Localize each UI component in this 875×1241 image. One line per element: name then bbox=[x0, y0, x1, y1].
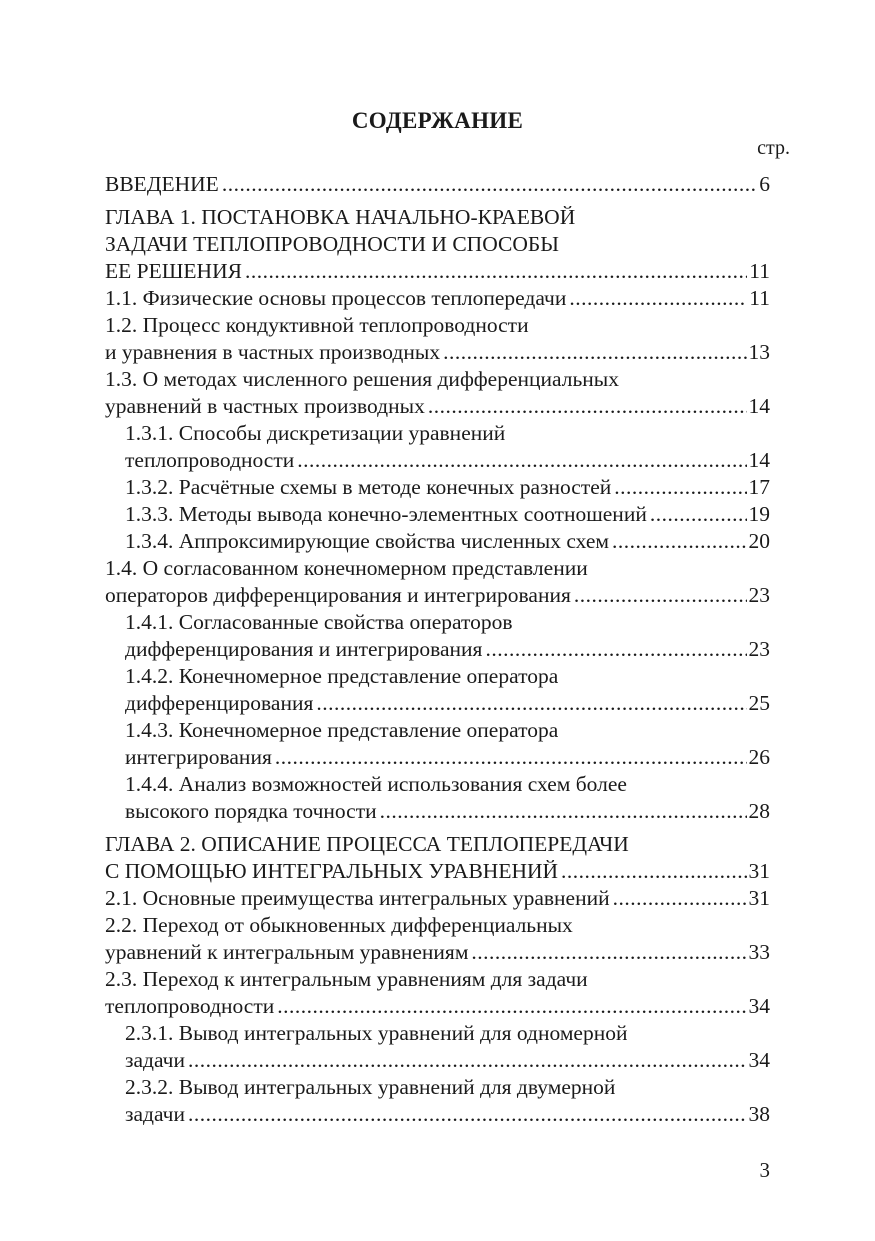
toc-page-number: 19 bbox=[748, 502, 770, 526]
toc-entry bbox=[105, 609, 770, 636]
toc-entry bbox=[105, 231, 770, 258]
toc-entry[interactable] bbox=[105, 744, 770, 771]
toc-entry[interactable] bbox=[105, 798, 770, 825]
toc-entry-text: теплопроводности bbox=[125, 448, 295, 472]
toc-entry[interactable] bbox=[105, 885, 770, 912]
toc-page-number: 34 bbox=[748, 994, 770, 1018]
toc-entry bbox=[105, 420, 770, 447]
toc-page-number: 31 bbox=[748, 859, 770, 883]
toc-entry-text: С ПОМОЩЬЮ ИНТЕГРАЛЬНЫХ УРАВНЕНИЙ bbox=[105, 859, 559, 883]
toc-entry[interactable] bbox=[105, 939, 770, 966]
leader-dots bbox=[188, 1101, 747, 1128]
toc-entry[interactable] bbox=[105, 501, 770, 528]
toc-entry[interactable] bbox=[105, 1101, 770, 1128]
toc-entry bbox=[105, 717, 770, 744]
toc-page-number: 11 bbox=[749, 259, 770, 283]
toc-entry[interactable] bbox=[105, 1047, 770, 1074]
toc-entry-text: дифференцирования и интегрирования bbox=[125, 637, 483, 661]
toc-page-number: 23 bbox=[748, 583, 770, 607]
toc-entry-text: ЕЕ РЕШЕНИЯ bbox=[105, 259, 242, 283]
leader-dots bbox=[569, 285, 747, 312]
toc-entry-text: и уравнения в частных производных bbox=[105, 340, 441, 364]
leader-dots bbox=[443, 339, 746, 366]
toc-entry[interactable] bbox=[105, 447, 770, 474]
toc-page-number: 13 bbox=[748, 340, 770, 364]
toc-entry-text: 1.3.1. Способы дискретизации уравнений bbox=[125, 421, 506, 445]
toc-entry-text: интегрирования bbox=[125, 745, 272, 769]
toc-entry-text: 2.1. Основные преимущества интегральных уравнений bbox=[105, 886, 610, 910]
toc-page-number: 20 bbox=[748, 529, 770, 553]
toc-entry[interactable] bbox=[105, 858, 770, 885]
toc-page-number: 6 bbox=[759, 172, 770, 196]
leader-dots bbox=[316, 690, 746, 717]
leader-dots bbox=[614, 474, 746, 501]
toc-entry-text: уравнений к интегральным уравнениям bbox=[105, 940, 469, 964]
toc-page-number: 33 bbox=[748, 940, 770, 964]
toc-entry-text: 1.3.3. Методы вывода конечно-элементных соотношений bbox=[125, 502, 647, 526]
toc-entry bbox=[105, 771, 770, 798]
toc-entry-text: высокого порядка точности bbox=[125, 799, 377, 823]
toc-entry-text: 2.3.1. Вывод интегральных уравнений для одномерной bbox=[125, 1021, 628, 1045]
toc-page-number: 31 bbox=[748, 886, 770, 910]
toc-entry-text: 1.4.2. Конечномерное представление оператора bbox=[125, 664, 559, 688]
toc-page-number: 23 bbox=[748, 637, 770, 661]
toc-entry-text: 2.2. Переход от обыкновенных дифференциальных bbox=[105, 913, 573, 937]
leader-dots bbox=[297, 447, 746, 474]
leader-dots bbox=[561, 858, 746, 885]
toc-entry bbox=[105, 204, 770, 231]
toc-page-number: 26 bbox=[748, 745, 770, 769]
toc-page-number: 34 bbox=[748, 1048, 770, 1072]
toc-entry[interactable] bbox=[105, 582, 770, 609]
toc-entry[interactable] bbox=[105, 339, 770, 366]
toc-entry-text: дифференцирования bbox=[125, 691, 314, 715]
toc-entry-text: операторов дифференцирования и интегрирования bbox=[105, 583, 571, 607]
leader-dots bbox=[613, 885, 747, 912]
toc-entry bbox=[105, 912, 770, 939]
toc-entry bbox=[105, 366, 770, 393]
toc-page-number: 38 bbox=[748, 1102, 770, 1126]
leader-dots bbox=[428, 393, 747, 420]
toc-entry-text: ГЛАВА 2. ОПИСАНИЕ ПРОЦЕССА ТЕПЛОПЕРЕДАЧИ bbox=[105, 832, 629, 856]
toc-entry-text: 1.3. О методах численного решения дифференциальных bbox=[105, 367, 619, 391]
toc-entry-text: 2.3. Переход к интегральным уравнениям для задачи bbox=[105, 967, 588, 991]
leader-dots bbox=[485, 636, 746, 663]
toc-entry[interactable] bbox=[105, 285, 770, 312]
leader-dots bbox=[650, 501, 747, 528]
toc-page-number: 28 bbox=[748, 799, 770, 823]
toc-entry-text: 1.4.3. Конечномерное представление оператора bbox=[125, 718, 559, 742]
toc-entry[interactable] bbox=[105, 258, 770, 285]
toc-entry-text: 2.3.2. Вывод интегральных уравнений для двумерной bbox=[125, 1075, 616, 1099]
toc-entry[interactable] bbox=[105, 993, 770, 1020]
toc-entry bbox=[105, 966, 770, 993]
leader-dots bbox=[188, 1047, 747, 1074]
toc-entry-text: задачи bbox=[125, 1102, 185, 1126]
leader-dots bbox=[222, 171, 757, 198]
leader-dots bbox=[277, 993, 746, 1020]
toc-entry bbox=[105, 312, 770, 339]
toc-entry[interactable] bbox=[105, 528, 770, 555]
toc-entry-text: 1.1. Физические основы процессов теплопередачи bbox=[105, 286, 567, 310]
toc-entry bbox=[105, 1020, 770, 1047]
toc-entry[interactable] bbox=[105, 171, 770, 198]
leader-dots bbox=[471, 939, 746, 966]
toc-entry[interactable] bbox=[105, 393, 770, 420]
toc-entry-text: ЗАДАЧИ ТЕПЛОПРОВОДНОСТИ И СПОСОБЫ bbox=[105, 232, 559, 256]
toc-entry bbox=[105, 1074, 770, 1101]
page-number: 3 bbox=[759, 1158, 770, 1182]
leader-dots bbox=[380, 798, 747, 825]
toc-entry-text: 1.3.2. Расчётные схемы в методе конечных разностей bbox=[125, 475, 612, 499]
toc-entry bbox=[105, 663, 770, 690]
leader-dots bbox=[574, 582, 747, 609]
toc-entry-text: 1.2. Процесс кондуктивной теплопроводности bbox=[105, 313, 529, 337]
toc-entry bbox=[105, 831, 770, 858]
toc-entry-text: ВВЕДЕНИЕ bbox=[105, 172, 219, 196]
toc-entry-text: уравнений в частных производных bbox=[105, 394, 425, 418]
toc-page-number: 17 bbox=[748, 475, 770, 499]
page-column-header: стр. bbox=[757, 137, 790, 159]
toc-entry-text: 1.4.4. Анализ возможностей использования схем более bbox=[125, 772, 627, 796]
toc-entry bbox=[105, 555, 770, 582]
toc-entry[interactable] bbox=[105, 636, 770, 663]
toc-entry-text: ГЛАВА 1. ПОСТАНОВКА НАЧАЛЬНО-КРАЕВОЙ bbox=[105, 205, 576, 229]
toc-page-number: 25 bbox=[748, 691, 770, 715]
leader-dots bbox=[612, 528, 747, 555]
toc-page-number: 14 bbox=[748, 448, 770, 472]
toc-entry[interactable] bbox=[105, 474, 770, 501]
page-title: СОДЕРЖАНИЕ bbox=[351, 108, 524, 133]
toc-entry-text: 1.4.1. Согласованные свойства операторов bbox=[125, 610, 513, 634]
toc-entry-text: 1.3.4. Аппроксимирующие свойства численных схем bbox=[125, 529, 609, 553]
toc-entry[interactable] bbox=[105, 690, 770, 717]
toc-entry-text: теплопроводности bbox=[105, 994, 275, 1018]
toc-entry-text: 1.4. О согласованном конечномерном представлении bbox=[105, 556, 588, 580]
table-of-contents bbox=[105, 171, 770, 1128]
toc-entry-text: задачи bbox=[125, 1048, 185, 1072]
leader-dots bbox=[245, 258, 747, 285]
leader-dots bbox=[275, 744, 747, 771]
toc-page-number: 11 bbox=[749, 286, 770, 310]
toc-page-number: 14 bbox=[748, 394, 770, 418]
